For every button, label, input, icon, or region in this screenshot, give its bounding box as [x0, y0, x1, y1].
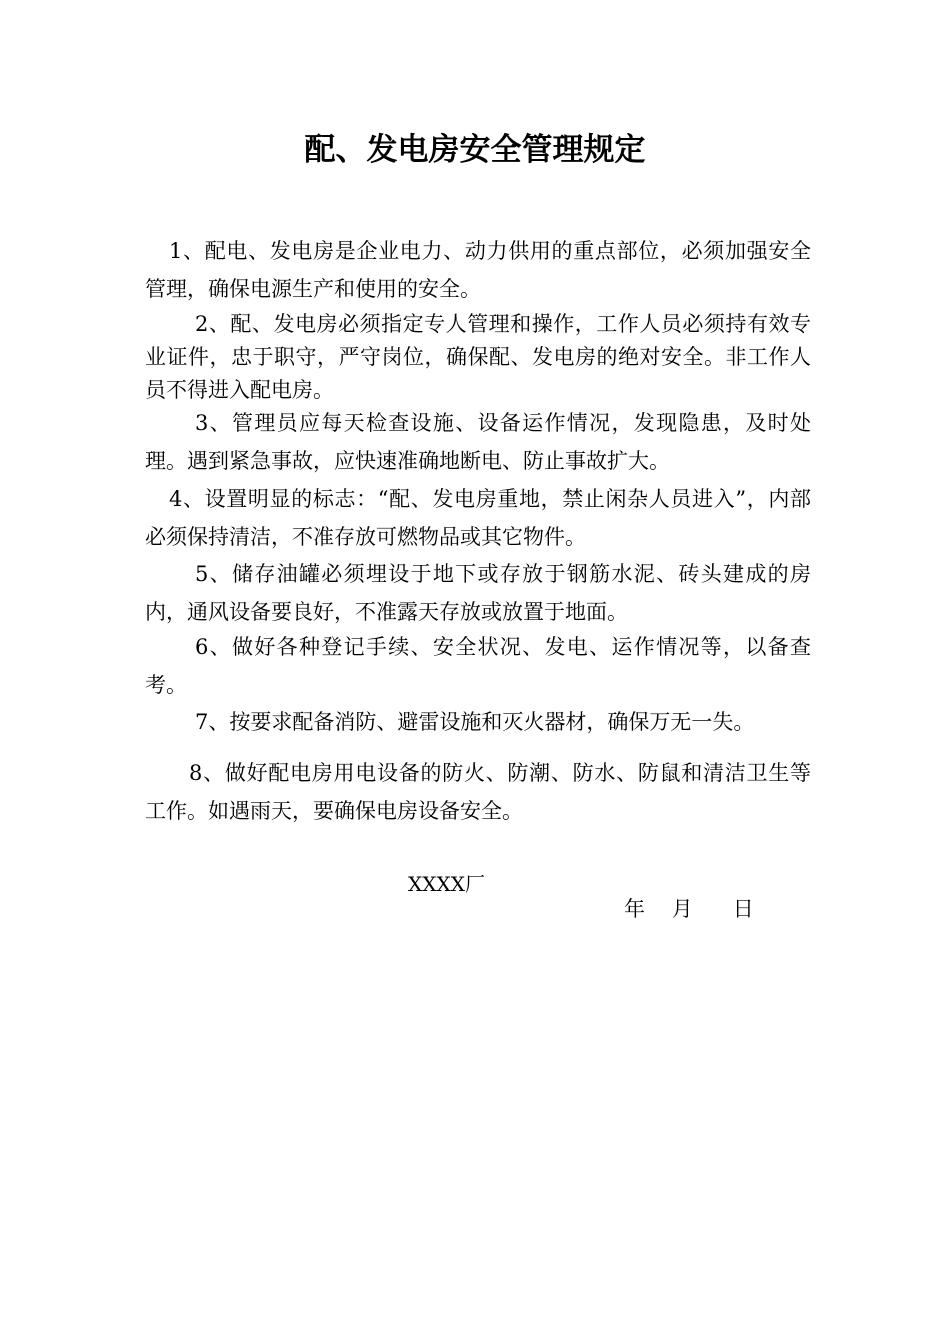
clause-2: 2、配、发电房必须指定专人管理和操作，工作人员必须持有效专业证件，忠于职守，严守岗位，确保配、发电房的绝对安全。非工作人员不得进入配电房。	[145, 312, 811, 402]
clause-3: 3、管理员应每天检查设施、设备运作情况，发现隐患，及时处理。遇到紧急事故，应快速准确地断电、防止事故扩大。	[145, 411, 811, 473]
clause-5: 5、储存油罐必须埋设于地下或存放于钢筋水泥、砖头建成的房内，通风设备要良好，不准露天存放或放置于地面。	[145, 562, 811, 624]
signature-organization: XXXX厂	[408, 872, 485, 896]
clause-7: 7、按要求配备消防、避雷设施和灭火器材，确保万无一失。	[195, 710, 755, 734]
clause-8: 8、做好配电房用电设备的防火、防潮、防水、防鼠和清洁卫生等工作。如遇雨天，要确保电房设备安全。	[145, 761, 811, 823]
document-title: 配、发电房安全管理规定	[304, 132, 646, 168]
signature-date: 年 月 日	[624, 897, 754, 921]
clause-1: 1、配电、发电房是企业电力、动力供用的重点部位，必须加强安全管理，确保电源生产和使用的安全。	[145, 239, 811, 301]
clause-4: 4、设置明显的标志：“配、发电房重地，禁止闲杂人员进入”，内部必须保持清洁，不准存放可燃物品或其它物件。	[145, 487, 811, 549]
clause-6: 6、做好各种登记手续、安全状况、发电、运作情况等，以备查考。	[145, 635, 811, 697]
